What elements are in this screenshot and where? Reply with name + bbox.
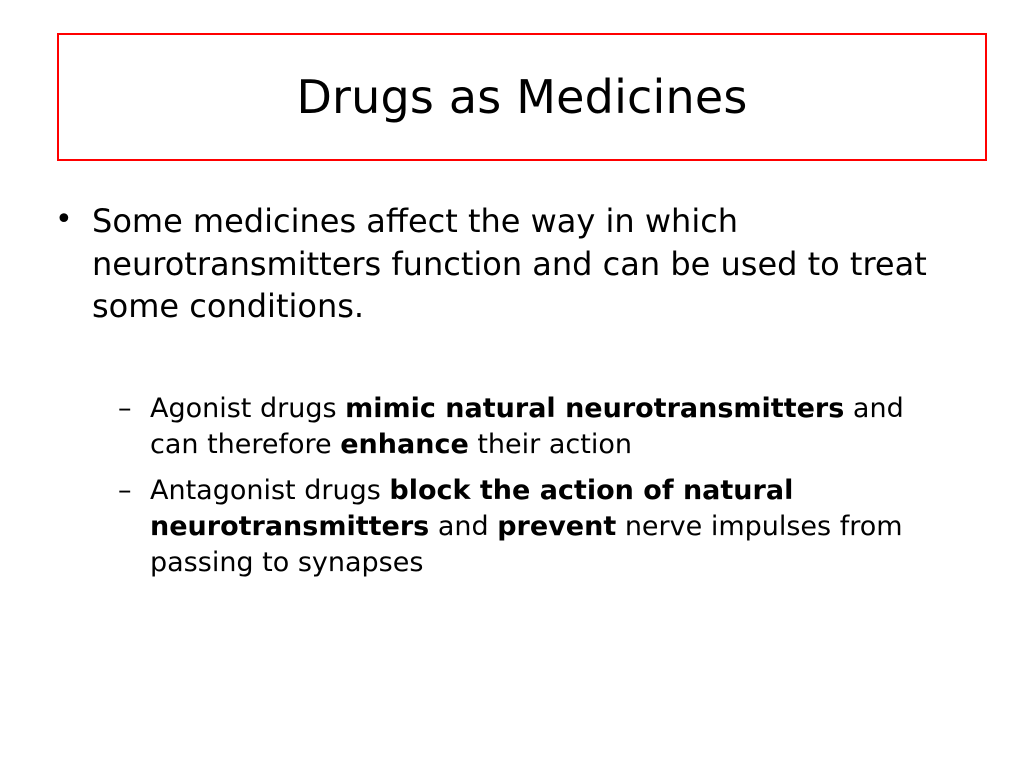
slide-body	[55, 200, 985, 592]
dash-marker-icon: –	[118, 392, 132, 424]
bullet-main-text: Some medicines affect the way in which neurotransmitters function and can be used to treat some conditions.	[92, 202, 927, 326]
bullet-item-main	[55, 200, 985, 328]
bullet-marker-icon: •	[55, 202, 73, 237]
sub-bullet-list	[55, 391, 985, 582]
page-title: Drugs as Medicines	[296, 69, 748, 124]
sub-bullet-text-antagonist: Antagonist drugs block the action of natural neurotransmitters and prevent nerve impulses from passing to synapses	[150, 474, 903, 579]
sub-bullet-text-agonist: Agonist drugs mimic natural neurotransmitters and can therefore enhance their action	[150, 392, 904, 460]
list-item	[118, 391, 985, 463]
dash-marker-icon: –	[118, 474, 132, 506]
title-box	[57, 33, 987, 161]
list-item	[118, 473, 985, 582]
